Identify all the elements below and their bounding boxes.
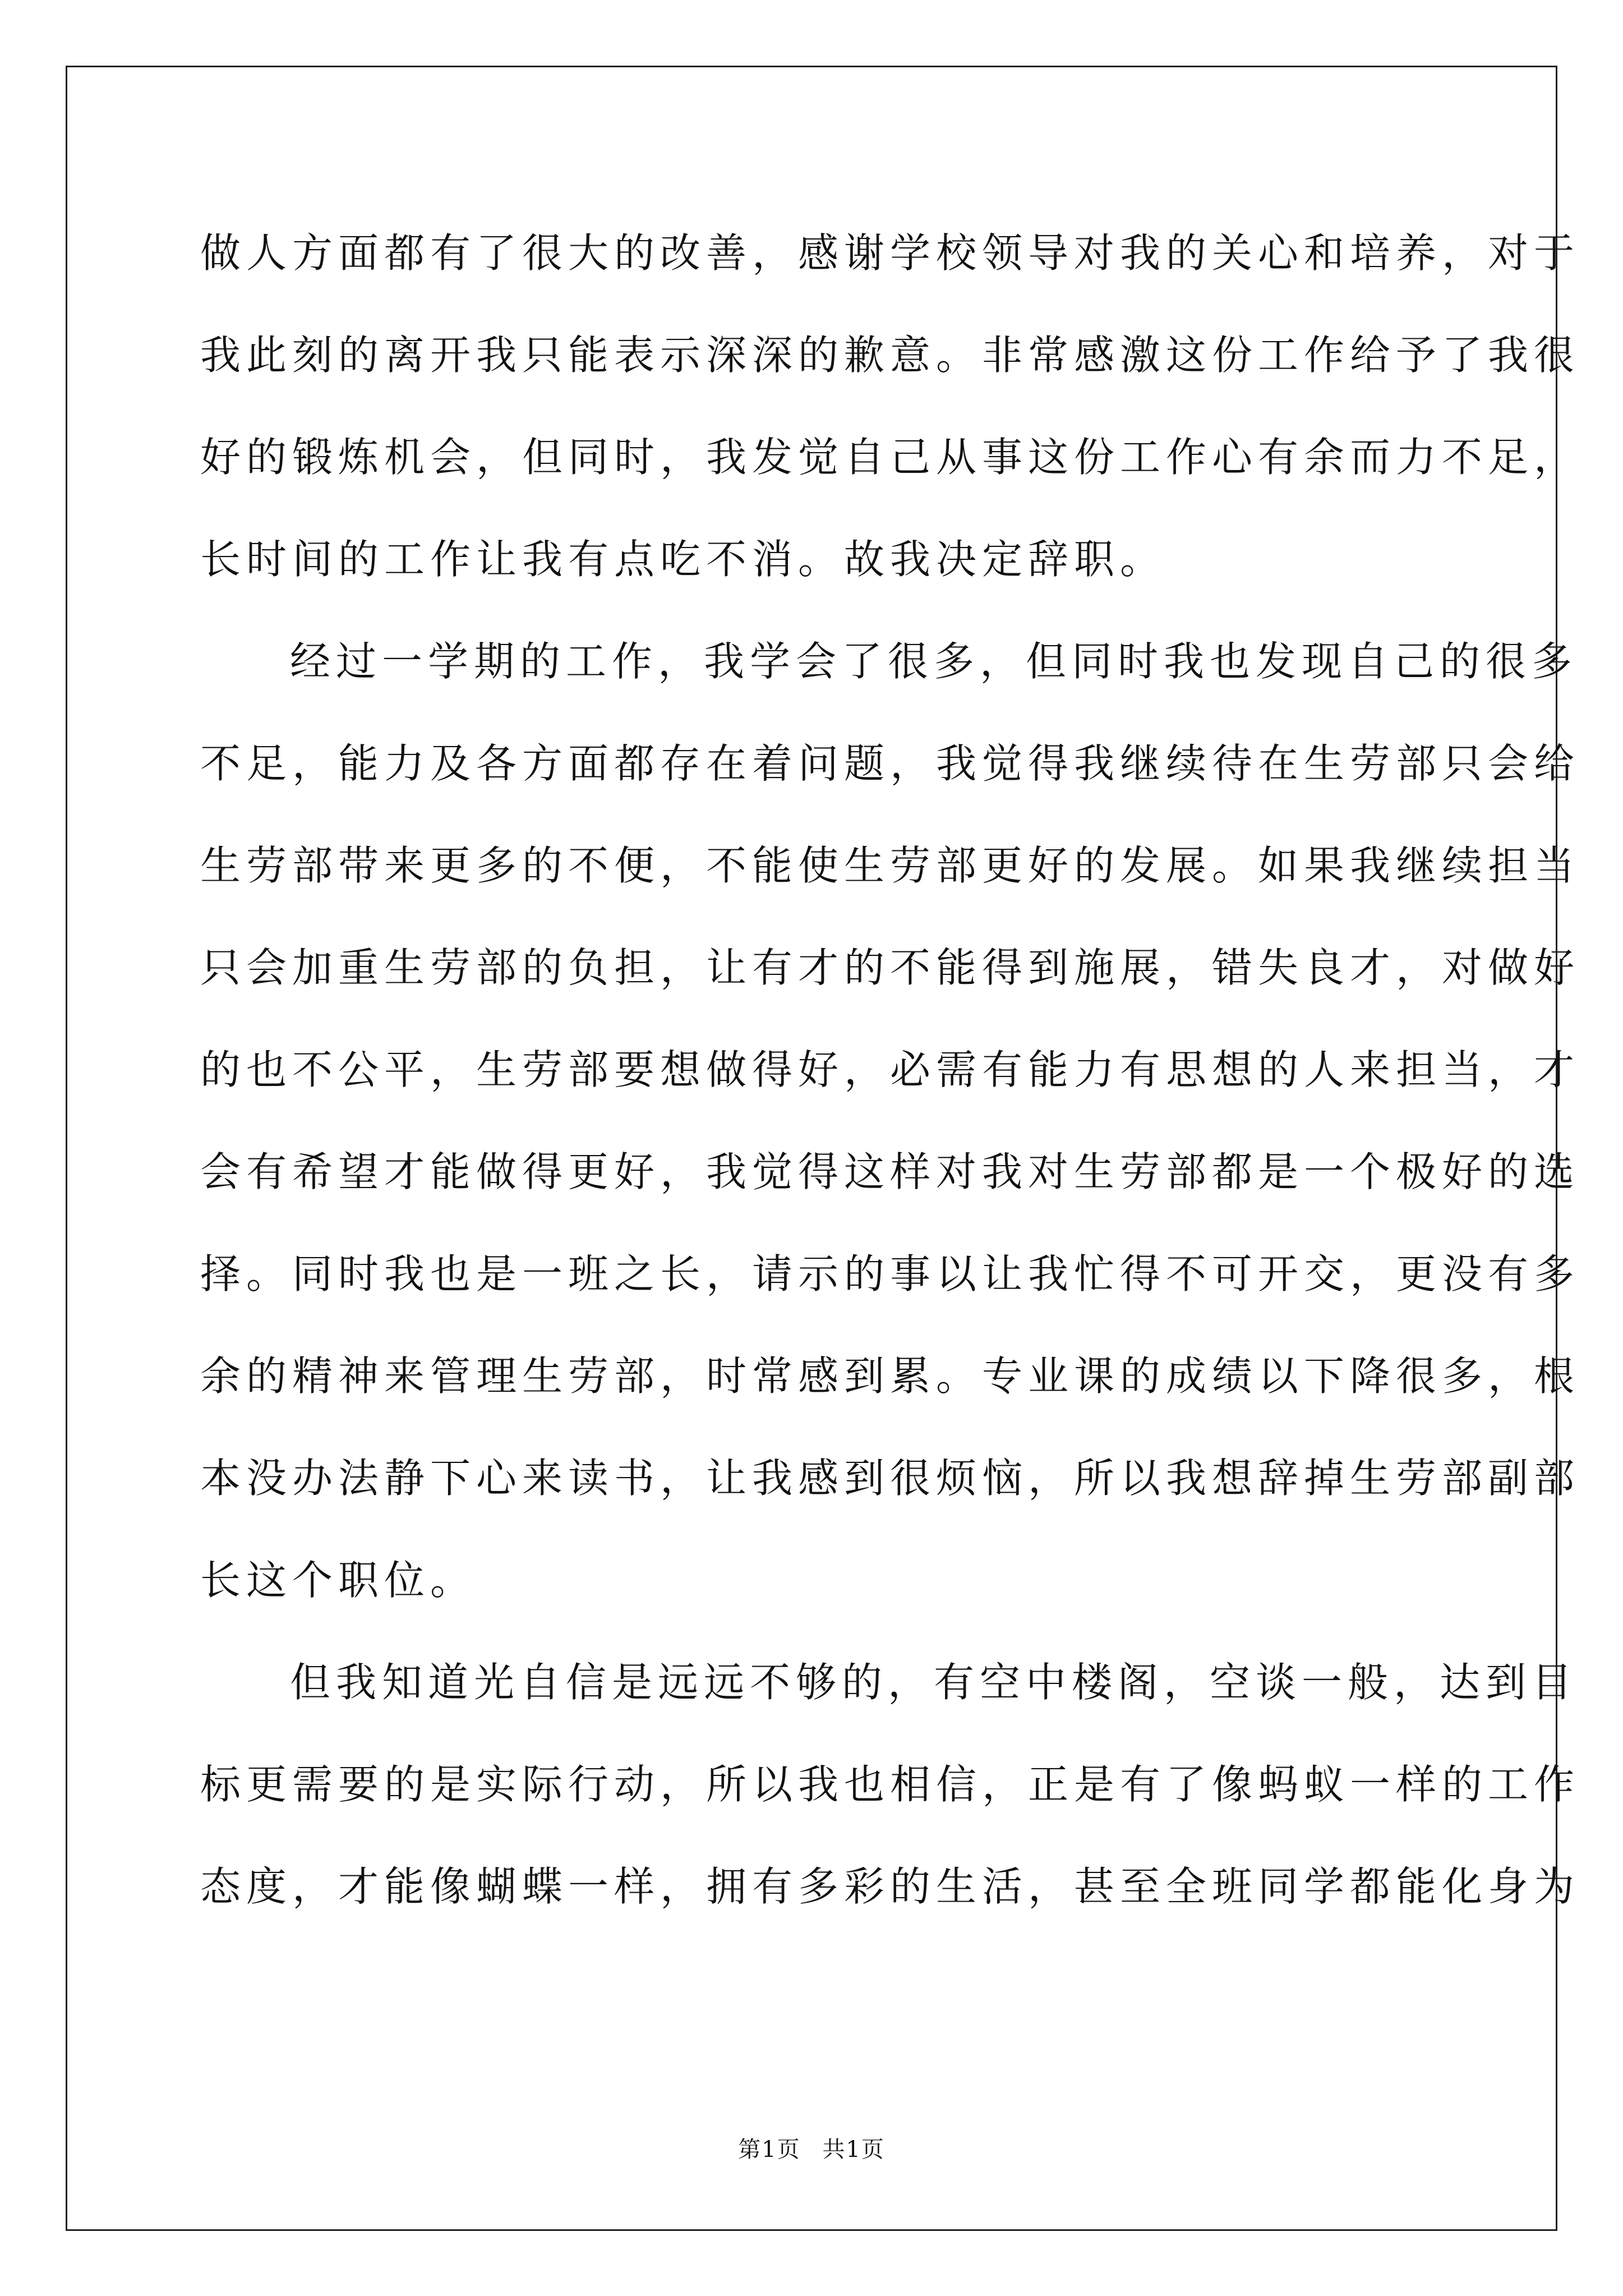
- paragraph-line: 会有希望才能做得更好，我觉得这样对我对生劳部都是一个极好的选: [200, 1148, 1580, 1195]
- paragraph-line: 长时间的工作让我有点吃不消。故我决定辞职。: [200, 536, 1166, 583]
- paragraph-line: 择。同时我也是一班之长，请示的事以让我忙得不可开交，更没有多: [200, 1250, 1580, 1297]
- paragraph-line: 但我知道光自信是远远不够的，有空中楼阁，空谈一般，达到目: [290, 1659, 1578, 1706]
- paragraph-line: 的也不公平，生劳部要想做得好，必需有能力有思想的人来担当，才: [200, 1046, 1580, 1093]
- paragraph-line: 生劳部带来更多的不便，不能使生劳部更好的发展。如果我继续担当: [200, 842, 1580, 889]
- paragraph-line: 好的锻炼机会，但同时，我发觉自己从事这份工作心有余而力不足，: [200, 434, 1580, 481]
- page-total: 共1页: [822, 2137, 885, 2162]
- page-number: 第1页: [738, 2137, 801, 2162]
- paragraph-line: 长这个职位。: [200, 1557, 477, 1604]
- page-footer: [0, 2132, 1623, 2164]
- paragraph-line: 不足，能力及各方面都存在着问题，我觉得我继续待在生劳部只会给: [200, 740, 1580, 787]
- paragraph-line: 标更需要的是实际行动，所以我也相信，正是有了像蚂蚁一样的工作: [200, 1761, 1580, 1808]
- paragraph-line: 本没办法静下心来读书，让我感到很烦恼，所以我想辞掉生劳部副部: [200, 1455, 1580, 1502]
- paragraph-line: 经过一学期的工作，我学会了很多，但同时我也发现自己的很多: [290, 638, 1578, 685]
- paragraph-line: 只会加重生劳部的负担，让有才的不能得到施展，错失良才，对做好: [200, 944, 1580, 991]
- paragraph-line: 态度，才能像蝴蝶一样，拥有多彩的生活，甚至全班同学都能化身为: [200, 1863, 1580, 1910]
- paragraph-line: 余的精神来管理生劳部，时常感到累。专业课的成绩以下降很多，根: [200, 1352, 1580, 1400]
- paragraph-line: 我此刻的离开我只能表示深深的歉意。非常感激这份工作给予了我很: [200, 332, 1580, 379]
- paragraph-line: 做人方面都有了很大的改善，感谢学校领导对我的关心和培养，对于: [200, 229, 1580, 277]
- document-body: [200, 202, 1580, 1938]
